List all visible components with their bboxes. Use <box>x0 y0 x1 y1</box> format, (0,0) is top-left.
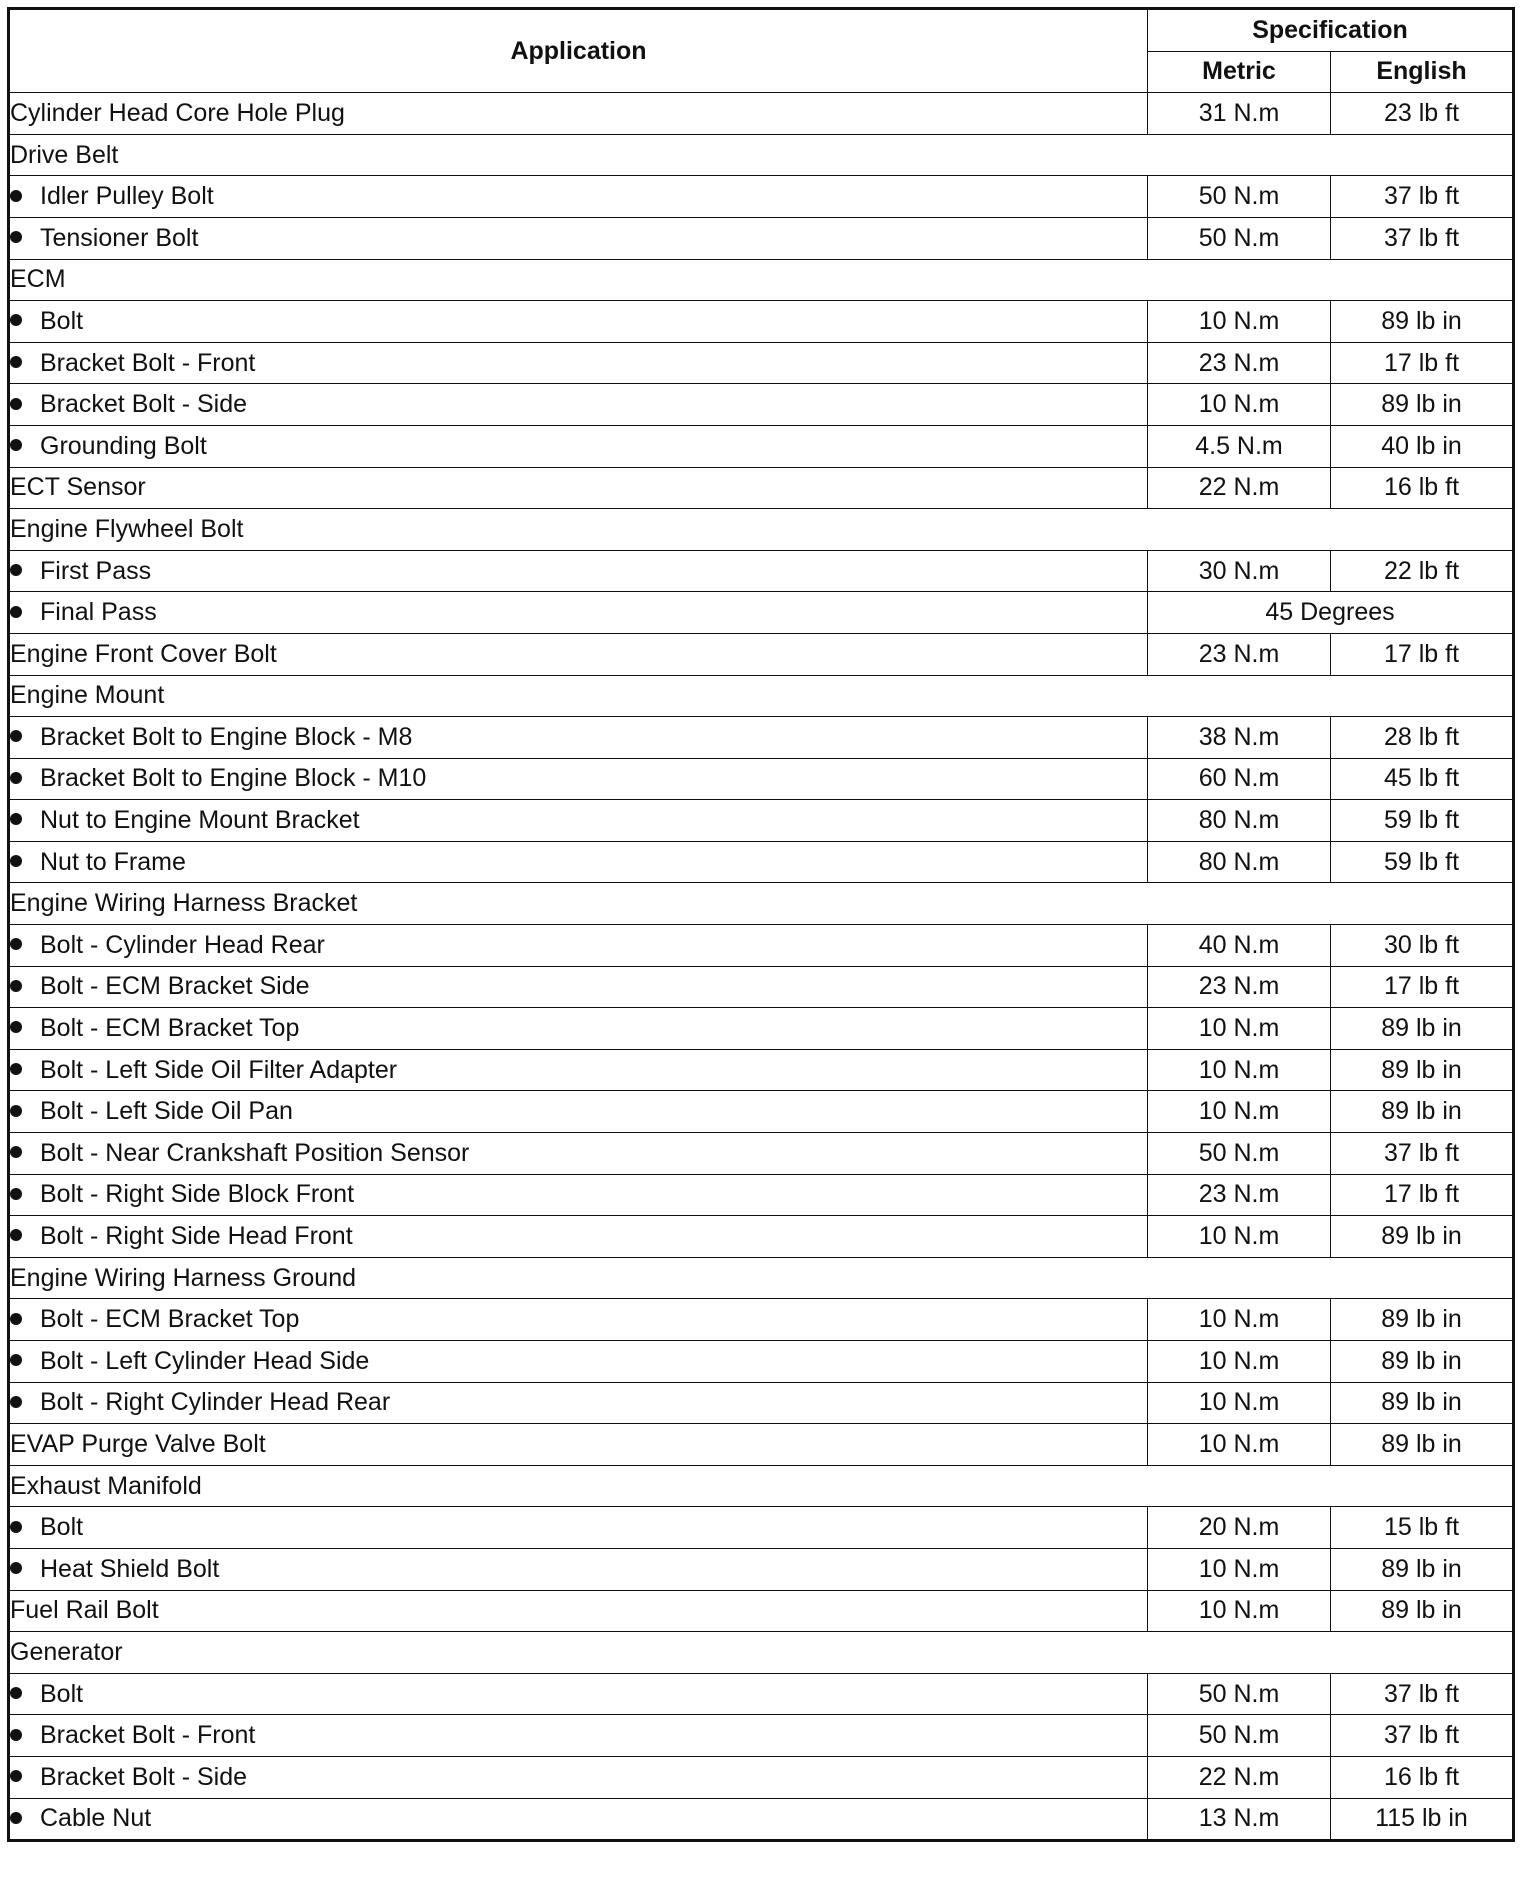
metric-cell: 31 N.m <box>1148 93 1331 135</box>
table-row <box>9 1299 1514 1341</box>
application-label: Engine Wiring Harness Bracket <box>10 889 358 918</box>
table-group-row <box>9 1465 1514 1507</box>
application-cell <box>9 467 1148 509</box>
application-label: Heat Shield Bolt <box>40 1554 220 1583</box>
application-label: Bracket Bolt - Front <box>40 1721 256 1750</box>
application-label: Bracket Bolt - Front <box>40 348 256 377</box>
table-row <box>9 1715 1514 1757</box>
metric-cell: 23 N.m <box>1148 342 1331 384</box>
metric-cell: 10 N.m <box>1148 1299 1331 1341</box>
bullet-icon <box>10 314 22 326</box>
english-cell: 89 lb in <box>1331 1424 1514 1466</box>
english-cell: 15 lb ft <box>1331 1507 1514 1549</box>
metric-cell: 10 N.m <box>1148 1216 1331 1258</box>
application-label: Generator <box>10 1637 123 1666</box>
english-cell: 89 lb in <box>1331 1382 1514 1424</box>
application-label: Engine Flywheel Bolt <box>10 514 244 543</box>
application-label: Final Pass <box>40 598 157 627</box>
table-row <box>9 1673 1514 1715</box>
metric-cell: 60 N.m <box>1148 758 1331 800</box>
bullet-icon <box>10 730 22 742</box>
english-cell: 17 lb ft <box>1331 342 1514 384</box>
application-cell <box>9 841 1148 883</box>
application-label: Grounding Bolt <box>40 431 207 460</box>
bullet-icon <box>10 439 22 451</box>
table-row <box>9 1590 1514 1632</box>
table-group-row <box>9 134 1514 176</box>
application-label: Bolt - Left Side Oil Filter Adapter <box>40 1055 398 1084</box>
application-cell <box>9 217 1148 259</box>
bullet-icon <box>10 1812 22 1824</box>
metric-cell: 30 N.m <box>1148 550 1331 592</box>
english-cell: 89 lb in <box>1331 1091 1514 1133</box>
application-cell <box>9 1590 1148 1632</box>
bullet-icon <box>10 1396 22 1408</box>
table-row <box>9 1756 1514 1798</box>
table-row <box>9 1133 1514 1175</box>
application-cell <box>9 1673 1148 1715</box>
table-row <box>9 1341 1514 1383</box>
application-cell <box>9 93 1148 135</box>
metric-cell: 38 N.m <box>1148 717 1331 759</box>
metric-cell: 10 N.m <box>1148 1049 1331 1091</box>
application-cell <box>9 301 1148 343</box>
table-group-row <box>9 675 1514 717</box>
english-cell: 16 lb ft <box>1331 467 1514 509</box>
metric-header: Metric <box>1148 51 1331 93</box>
metric-cell: 22 N.m <box>1148 1756 1331 1798</box>
bullet-icon <box>10 1729 22 1741</box>
metric-cell: 23 N.m <box>1148 1174 1331 1216</box>
metric-cell: 10 N.m <box>1148 1424 1331 1466</box>
table-group-row <box>9 1257 1514 1299</box>
table-row <box>9 841 1514 883</box>
bullet-icon <box>10 231 22 243</box>
application-label: Engine Front Cover Bolt <box>10 639 277 668</box>
english-cell: 89 lb in <box>1331 301 1514 343</box>
table-row <box>9 758 1514 800</box>
english-header: English <box>1331 51 1514 93</box>
english-cell: 89 lb in <box>1331 1049 1514 1091</box>
application-cell <box>9 758 1148 800</box>
table-body <box>9 93 1514 1841</box>
bullet-icon <box>10 855 22 867</box>
application-cell <box>9 1257 1514 1299</box>
bullet-icon <box>10 1521 22 1533</box>
application-label: Nut to Engine Mount Bracket <box>40 806 360 835</box>
metric-cell: 50 N.m <box>1148 1715 1331 1757</box>
metric-cell: 10 N.m <box>1148 1008 1331 1050</box>
english-cell: 89 lb in <box>1331 1299 1514 1341</box>
application-label: Bolt <box>40 1679 84 1708</box>
application-label: Bracket Bolt to Engine Block - M10 <box>40 764 427 793</box>
bullet-icon <box>10 1770 22 1782</box>
metric-cell: 4.5 N.m <box>1148 425 1331 467</box>
application-label: Fuel Rail Bolt <box>10 1596 159 1625</box>
application-cell <box>9 1382 1148 1424</box>
table-row <box>9 925 1514 967</box>
english-cell: 37 lb ft <box>1331 1133 1514 1175</box>
english-cell: 37 lb ft <box>1331 176 1514 218</box>
table-group-row <box>9 259 1514 301</box>
table-row <box>9 1424 1514 1466</box>
english-cell: 17 lb ft <box>1331 1174 1514 1216</box>
application-label: Bolt <box>40 1513 84 1542</box>
english-cell: 17 lb ft <box>1331 633 1514 675</box>
metric-cell: 10 N.m <box>1148 1341 1331 1383</box>
english-cell: 37 lb ft <box>1331 1673 1514 1715</box>
application-label: Bolt - ECM Bracket Top <box>40 1014 300 1043</box>
application-label: Bracket Bolt - Side <box>40 1762 248 1791</box>
application-cell <box>9 1715 1148 1757</box>
application-cell <box>9 1008 1148 1050</box>
english-cell: 17 lb ft <box>1331 966 1514 1008</box>
bullet-icon <box>10 1687 22 1699</box>
table-row <box>9 1798 1514 1841</box>
application-label: Bolt - Right Side Head Front <box>40 1222 353 1251</box>
application-cell <box>9 1091 1148 1133</box>
english-cell: 89 lb in <box>1331 1590 1514 1632</box>
bullet-icon <box>10 1063 22 1075</box>
english-cell: 59 lb ft <box>1331 800 1514 842</box>
application-cell <box>9 1424 1148 1466</box>
table-row <box>9 425 1514 467</box>
metric-cell: 22 N.m <box>1148 467 1331 509</box>
application-cell <box>9 1798 1148 1841</box>
application-cell <box>9 1216 1148 1258</box>
table-row <box>9 550 1514 592</box>
english-cell: 22 lb ft <box>1331 550 1514 592</box>
application-label: Bolt - Right Side Block Front <box>40 1180 355 1209</box>
table-group-row <box>9 509 1514 551</box>
metric-cell: 10 N.m <box>1148 1382 1331 1424</box>
bullet-icon <box>10 1105 22 1117</box>
application-cell <box>9 1133 1148 1175</box>
metric-cell: 10 N.m <box>1148 384 1331 426</box>
application-cell <box>9 134 1514 176</box>
table-row <box>9 217 1514 259</box>
table-row <box>9 1548 1514 1590</box>
application-cell <box>9 966 1148 1008</box>
application-label: Bolt - ECM Bracket Top <box>40 1305 300 1334</box>
application-cell <box>9 1049 1148 1091</box>
bullet-icon <box>10 813 22 825</box>
application-label: Bracket Bolt to Engine Block - M8 <box>40 722 413 751</box>
torque-spec-table <box>7 7 1515 1842</box>
specification-cell: 45 Degrees <box>1148 592 1514 634</box>
application-label: Cable Nut <box>40 1804 152 1833</box>
application-cell <box>9 1632 1514 1674</box>
english-cell: 89 lb in <box>1331 1341 1514 1383</box>
application-cell <box>9 633 1148 675</box>
metric-cell: 10 N.m <box>1148 301 1331 343</box>
bullet-icon <box>10 1313 22 1325</box>
table-header <box>9 9 1514 93</box>
application-label: Bracket Bolt - Side <box>40 390 248 419</box>
english-cell: 115 lb in <box>1331 1798 1514 1841</box>
table-row <box>9 1091 1514 1133</box>
application-label: Bolt - Left Side Oil Pan <box>40 1097 293 1126</box>
bullet-icon <box>10 606 22 618</box>
application-cell <box>9 1756 1148 1798</box>
metric-cell: 13 N.m <box>1148 1798 1331 1841</box>
english-cell: 89 lb in <box>1331 1216 1514 1258</box>
application-cell <box>9 1465 1514 1507</box>
metric-cell: 10 N.m <box>1148 1091 1331 1133</box>
application-cell <box>9 342 1148 384</box>
metric-cell: 80 N.m <box>1148 841 1331 883</box>
bullet-icon <box>10 1562 22 1574</box>
english-cell: 89 lb in <box>1331 384 1514 426</box>
table-row <box>9 633 1514 675</box>
english-cell: 23 lb ft <box>1331 93 1514 135</box>
metric-cell: 50 N.m <box>1148 176 1331 218</box>
bullet-icon <box>10 356 22 368</box>
bullet-icon <box>10 1354 22 1366</box>
table-row <box>9 1174 1514 1216</box>
table-row <box>9 966 1514 1008</box>
application-label: ECT Sensor <box>10 473 146 502</box>
application-label: Bolt - Left Cylinder Head Side <box>40 1346 370 1375</box>
application-label: Engine Wiring Harness Ground <box>10 1263 356 1292</box>
metric-cell: 50 N.m <box>1148 1673 1331 1715</box>
application-label: ECM <box>10 265 66 294</box>
bullet-icon <box>10 1146 22 1158</box>
application-cell <box>9 1507 1148 1549</box>
english-cell: 59 lb ft <box>1331 841 1514 883</box>
application-header: Application <box>9 9 1148 93</box>
english-cell: 37 lb ft <box>1331 217 1514 259</box>
metric-cell: 80 N.m <box>1148 800 1331 842</box>
application-label: Bolt - Right Cylinder Head Rear <box>40 1388 391 1417</box>
table-row <box>9 1216 1514 1258</box>
bullet-icon <box>10 938 22 950</box>
english-cell: 16 lb ft <box>1331 1756 1514 1798</box>
table-row <box>9 1008 1514 1050</box>
english-cell: 37 lb ft <box>1331 1715 1514 1757</box>
application-cell <box>9 1341 1148 1383</box>
table-row <box>9 717 1514 759</box>
application-label: Drive Belt <box>10 140 119 169</box>
metric-cell: 40 N.m <box>1148 925 1331 967</box>
bullet-icon <box>10 1021 22 1033</box>
application-label: First Pass <box>40 556 152 585</box>
application-label: Engine Mount <box>10 681 165 710</box>
metric-cell: 20 N.m <box>1148 1507 1331 1549</box>
english-cell: 89 lb in <box>1331 1008 1514 1050</box>
english-cell: 40 lb in <box>1331 425 1514 467</box>
bullet-icon <box>10 1229 22 1241</box>
table-row <box>9 1382 1514 1424</box>
bullet-icon <box>10 564 22 576</box>
table-row <box>9 1507 1514 1549</box>
application-cell <box>9 1548 1148 1590</box>
application-cell <box>9 259 1514 301</box>
application-label: Tensioner Bolt <box>40 223 199 252</box>
table-row <box>9 467 1514 509</box>
bullet-icon <box>10 980 22 992</box>
application-label: Exhaust Manifold <box>10 1471 202 1500</box>
table-row <box>9 342 1514 384</box>
bullet-icon <box>10 772 22 784</box>
application-cell <box>9 384 1148 426</box>
table-row <box>9 93 1514 135</box>
application-cell <box>9 1174 1148 1216</box>
application-cell <box>9 800 1148 842</box>
application-label: Bolt - ECM Bracket Side <box>40 972 310 1001</box>
application-cell <box>9 592 1148 634</box>
bullet-icon <box>10 190 22 202</box>
specification-header: Specification <box>1148 9 1514 52</box>
metric-cell: 50 N.m <box>1148 217 1331 259</box>
application-cell <box>9 176 1148 218</box>
application-cell <box>9 1299 1148 1341</box>
table-row <box>9 301 1514 343</box>
metric-cell: 50 N.m <box>1148 1133 1331 1175</box>
english-cell: 30 lb ft <box>1331 925 1514 967</box>
english-cell: 28 lb ft <box>1331 717 1514 759</box>
application-label: Bolt - Near Crankshaft Position Sensor <box>40 1138 470 1167</box>
application-cell <box>9 425 1148 467</box>
english-cell: 89 lb in <box>1331 1548 1514 1590</box>
application-cell <box>9 550 1148 592</box>
metric-cell: 10 N.m <box>1148 1548 1331 1590</box>
application-label: Bolt <box>40 306 84 335</box>
metric-cell: 23 N.m <box>1148 633 1331 675</box>
table-row <box>9 1049 1514 1091</box>
application-cell <box>9 675 1514 717</box>
table-row <box>9 800 1514 842</box>
application-cell <box>9 717 1148 759</box>
table-row <box>9 384 1514 426</box>
metric-cell: 10 N.m <box>1148 1590 1331 1632</box>
application-label: EVAP Purge Valve Bolt <box>10 1429 266 1458</box>
application-cell <box>9 925 1148 967</box>
bullet-icon <box>10 398 22 410</box>
application-label: Bolt - Cylinder Head Rear <box>40 930 325 959</box>
english-cell: 45 lb ft <box>1331 758 1514 800</box>
application-cell <box>9 509 1514 551</box>
table-row <box>9 176 1514 218</box>
application-cell <box>9 883 1514 925</box>
metric-cell: 23 N.m <box>1148 966 1331 1008</box>
table-group-row <box>9 1632 1514 1674</box>
table-row <box>9 592 1514 634</box>
application-label: Nut to Frame <box>40 847 186 876</box>
table-group-row <box>9 883 1514 925</box>
application-label: Cylinder Head Core Hole Plug <box>10 98 345 127</box>
bullet-icon <box>10 1188 22 1200</box>
application-label: Idler Pulley Bolt <box>40 182 214 211</box>
